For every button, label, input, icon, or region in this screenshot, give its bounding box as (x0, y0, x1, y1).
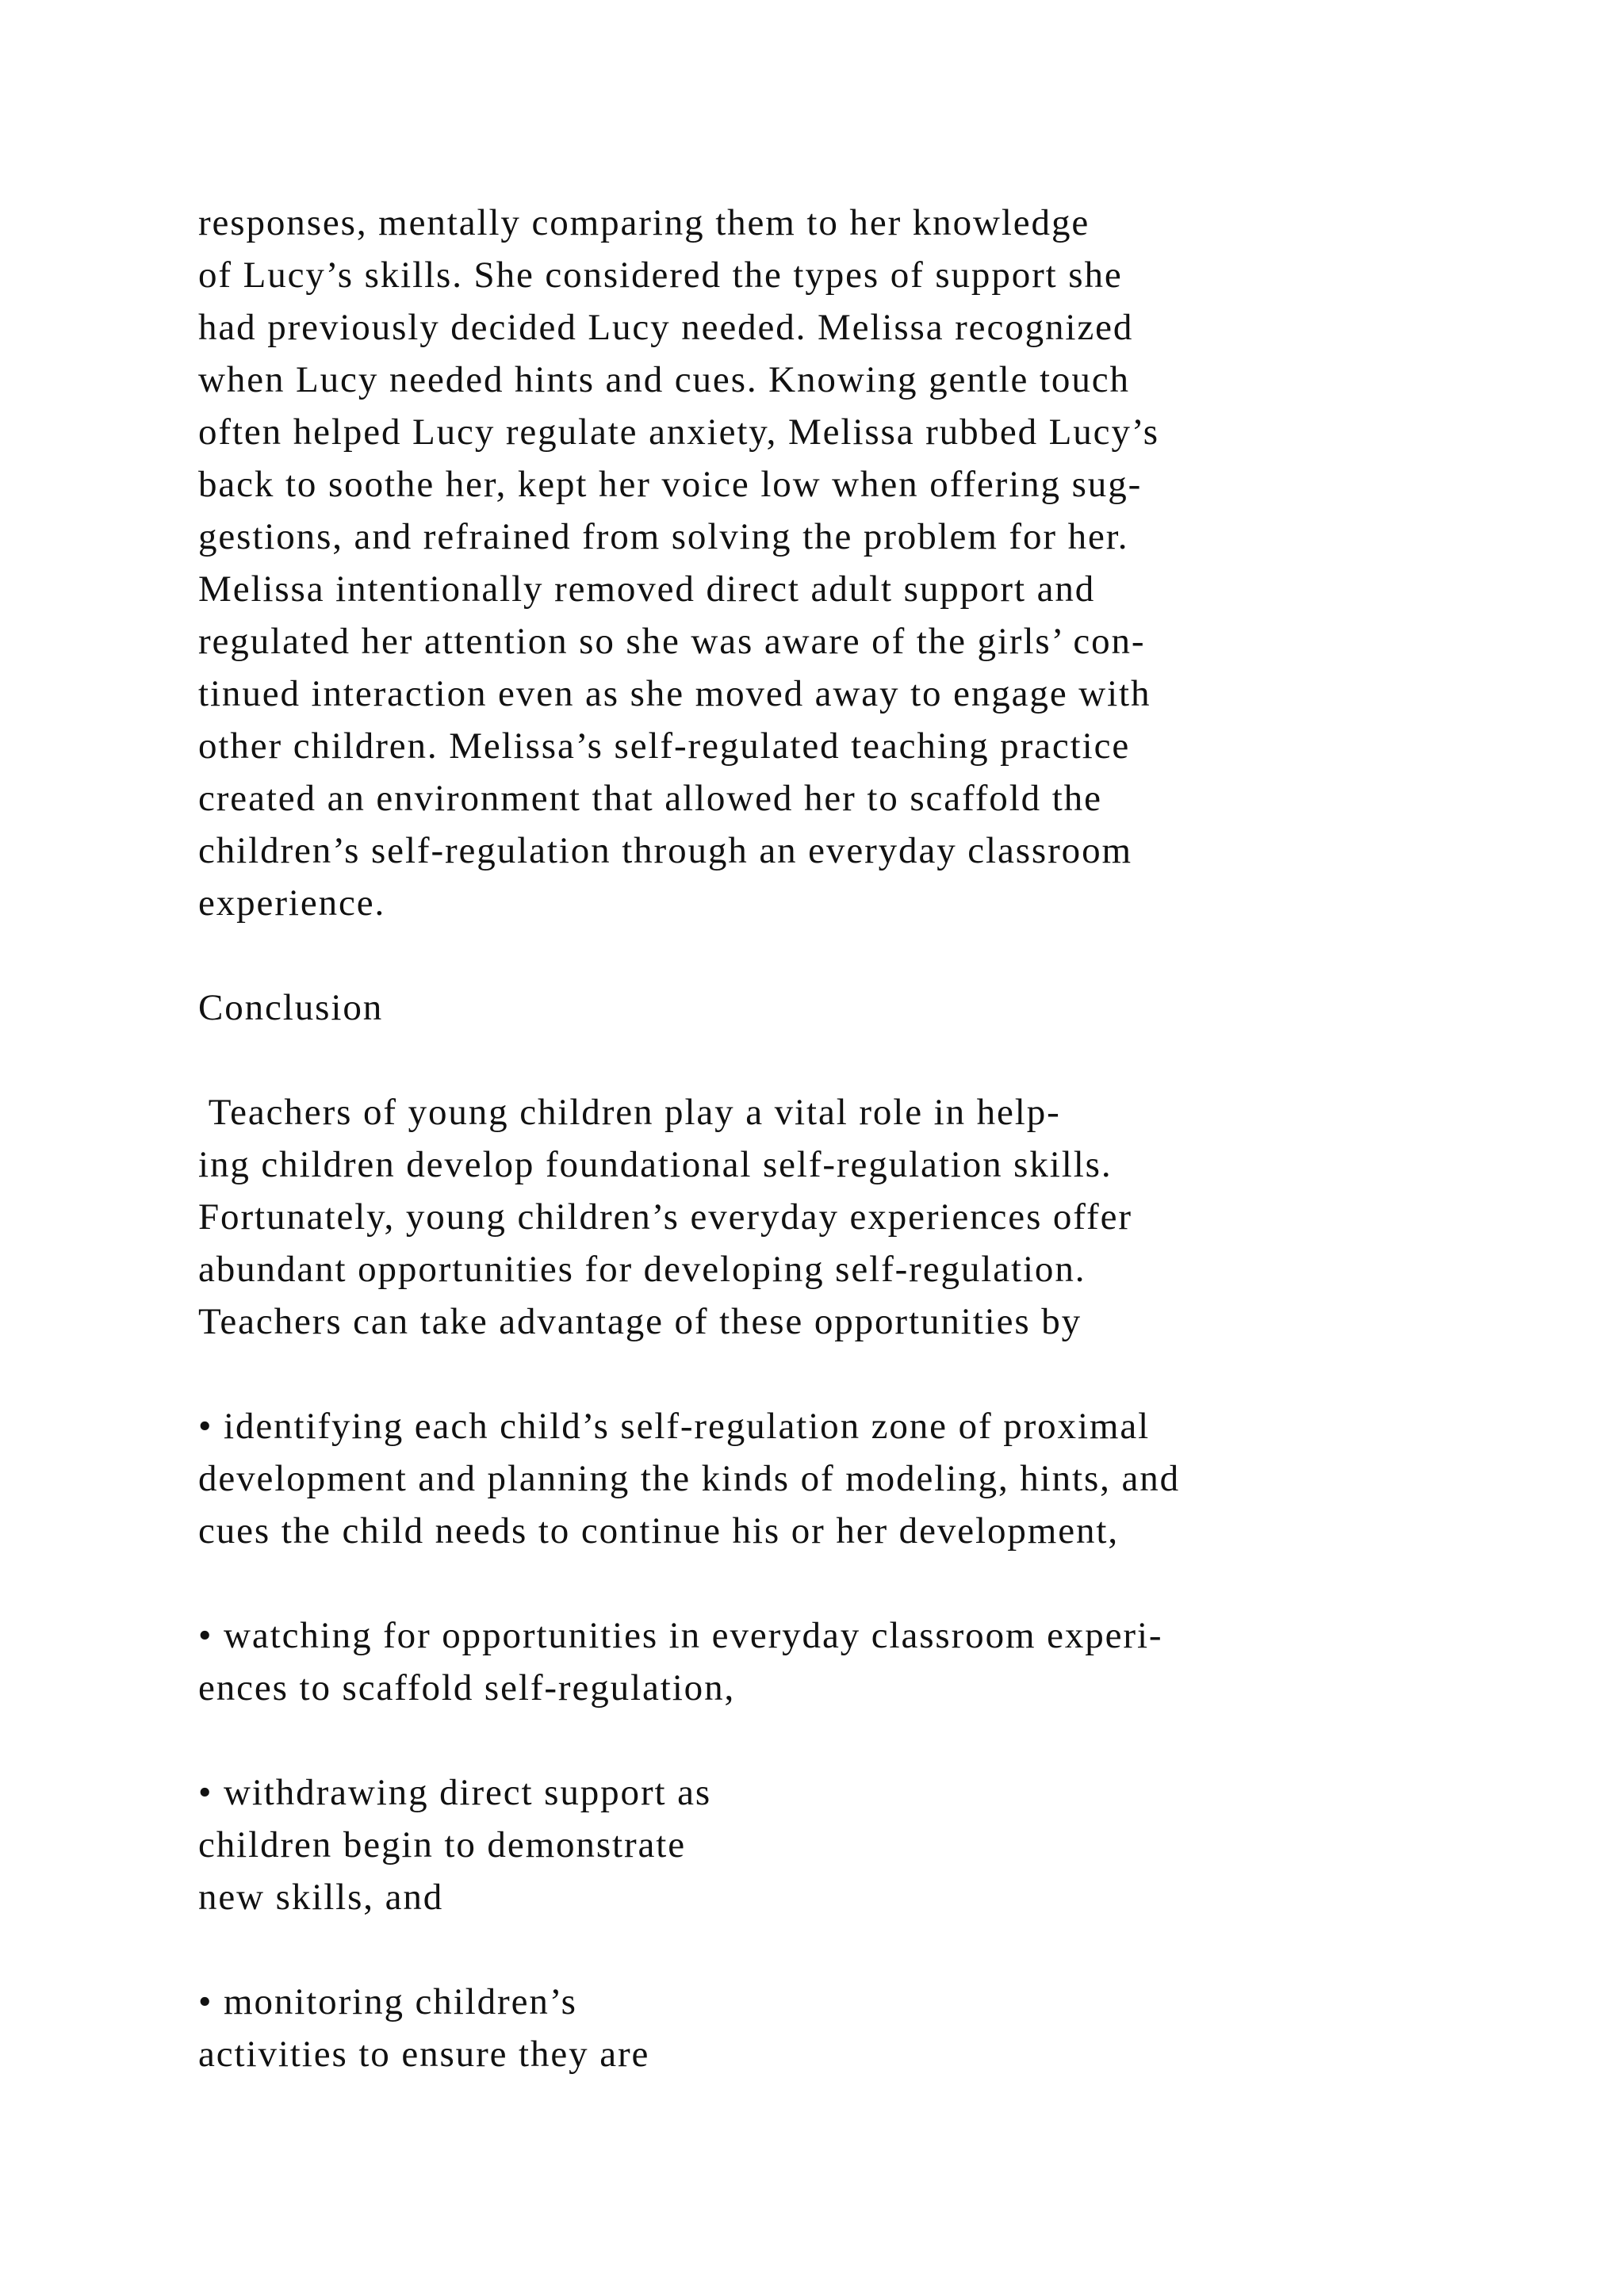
text-line: often helped Lucy regulate anxiety, Melissa rubbed Lucy’s (198, 411, 1159, 453)
text-line: other children. Melissa’s self-regulated teaching practice (198, 725, 1131, 767)
text-line: back to soothe her, kept her voice low when offering sug- (198, 464, 1143, 505)
text-line: Melissa intentionally removed direct adult support and (198, 568, 1096, 610)
paragraph-spacer (198, 1714, 1594, 1766)
text-line: new skills, and (198, 1877, 444, 1918)
text-line: children’s self-regulation through an everyday classroom (198, 830, 1132, 871)
text-line: when Lucy needed hints and cues. Knowing gentle touch (198, 359, 1130, 400)
text-line: Teachers of young children play a vital role in help- (198, 1092, 1061, 1133)
paragraph-spacer (198, 1923, 1594, 1976)
text-line: of Lucy’s skills. She considered the types of support she (198, 254, 1123, 296)
paragraph-conclusion-intro (198, 1086, 1594, 1348)
text-line: responses, mentally comparing them to her knowledge (198, 202, 1090, 243)
text-line: • watching for opportunities in everyday classroom experi- (198, 1615, 1163, 1656)
paragraph-melissa-scaffolding (198, 197, 1594, 929)
text-line: tinued interaction even as she moved away to engage with (198, 673, 1151, 714)
bullet-item-monitoring (198, 1976, 1594, 2080)
text-line: development and planning the kinds of modeling, hints, and (198, 1458, 1181, 1499)
text-line: • monitoring children’s (198, 1981, 577, 2022)
bullet-item-identifying (198, 1400, 1594, 1557)
text-line: ing children develop foundational self-regulation skills. (198, 1144, 1113, 1185)
text-line: • withdrawing direct support as (198, 1772, 712, 1813)
paragraph-spacer (198, 929, 1594, 982)
text-line: created an environment that allowed her to scaffold the (198, 778, 1102, 819)
text-line: activities to ensure they are (198, 2034, 650, 2075)
text-line: • identifying each child’s self-regulation zone of proximal (198, 1406, 1151, 1447)
paragraph-spacer (198, 1557, 1594, 1609)
bullet-item-watching (198, 1609, 1594, 1714)
document-body (198, 197, 1594, 2080)
text-line: experience. (198, 882, 386, 924)
text-line: ences to scaffold self-regulation, (198, 1667, 736, 1709)
text-line: abundant opportunities for developing self-regulation. (198, 1249, 1086, 1290)
text-line: cues the child needs to continue his or her development, (198, 1510, 1119, 1552)
text-line: regulated her attention so she was aware of the girls’ con- (198, 621, 1146, 662)
text-line: Teachers can take advantage of these opportunities by (198, 1301, 1082, 1342)
bullet-item-withdrawing (198, 1766, 1594, 1923)
text-line: had previously decided Lucy needed. Melissa recognized (198, 307, 1134, 348)
paragraph-spacer (198, 1348, 1594, 1400)
text-line: children begin to demonstrate (198, 1824, 687, 1866)
section-heading-conclusion: Conclusion (198, 987, 384, 1028)
text-line: Fortunately, young children’s everyday experiences offer (198, 1196, 1132, 1238)
paragraph-spacer (198, 1034, 1594, 1086)
text-line: gestions, and refrained from solving the problem for her. (198, 516, 1129, 557)
